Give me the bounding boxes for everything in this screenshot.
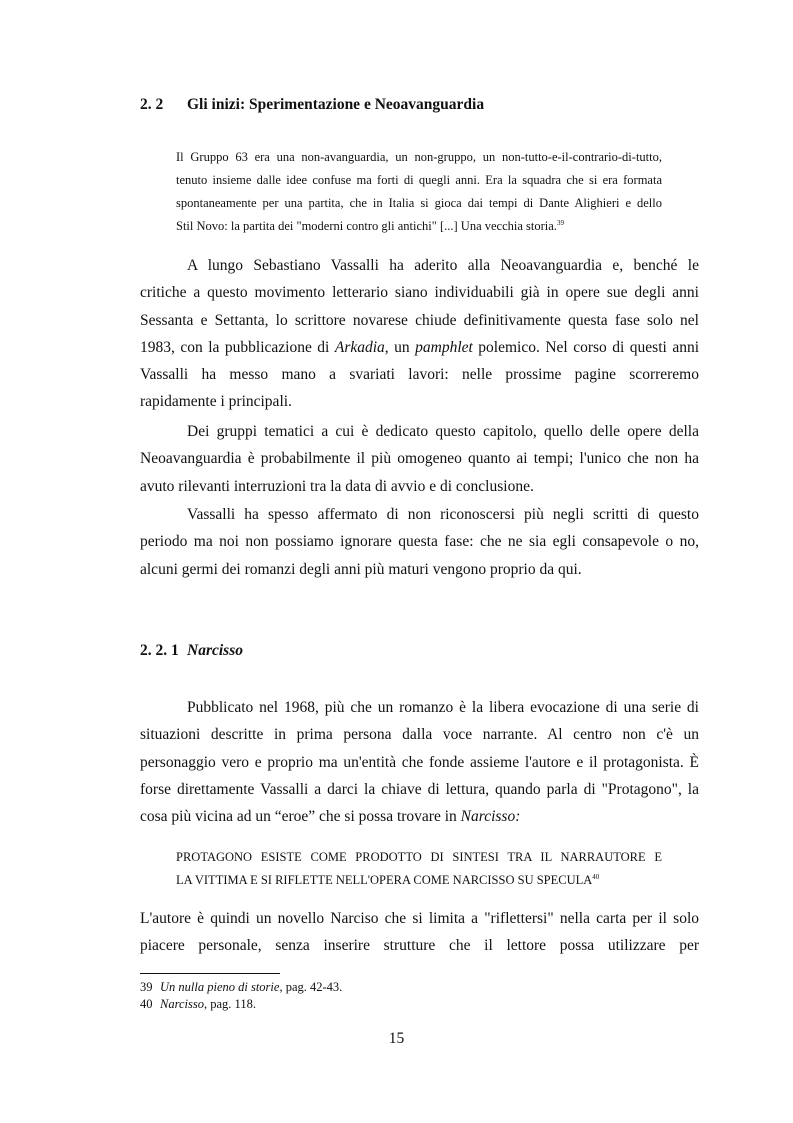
section-heading-2-2-1 bbox=[140, 642, 243, 660]
page-number: 15 bbox=[388, 1030, 405, 1047]
text-line bbox=[140, 334, 699, 361]
citation-line: PROTAGONO ESISTE COME PRODOTTO DI SINTESI TRA IL NARRAUTORE E bbox=[176, 850, 662, 864]
paragraph-4 bbox=[140, 694, 699, 830]
section-number: 2. 2 bbox=[140, 96, 164, 113]
footnote-title: Un nulla pieno di storie bbox=[160, 980, 280, 994]
citation-line bbox=[176, 869, 662, 892]
epigraph-line: spontaneamente per una partita, che in Italia si gioca dai tempi di Dante Alighieri e dello bbox=[176, 196, 662, 210]
footnote-40 bbox=[140, 996, 256, 1012]
epigraph-text: Stil Novo: la partita dei "moderni contro gli antichi" [...] Una vecchia storia. bbox=[176, 219, 557, 233]
text-line: Neoavanguardia è probabilmente il più omogeneo quanto ai tempi; l'unico che non ha bbox=[140, 450, 699, 468]
title-narcisso: Narcisso: bbox=[460, 808, 521, 826]
term-pamphlet: pamphlet bbox=[415, 338, 473, 356]
text-line: piacere personale, senza inserire strutture che il lettore possa utilizzare per bbox=[140, 937, 699, 955]
text-line: Sessanta e Settanta, lo scrittore novarese chiude definitivamente questa fase solo nel bbox=[140, 311, 699, 329]
citation-block bbox=[176, 846, 662, 892]
text-run: polemico. Nel corso di questi anni bbox=[472, 338, 700, 356]
footnote-ref-40: 40 bbox=[592, 873, 600, 881]
text-line: L'autore è quindi un novello Narciso che si limita a "riflettersi" nella carta per il solo bbox=[140, 910, 699, 927]
epigraph-line: tenuto insieme dalle idee confuse ma forti di quegli anni. Era la squadra che si era formata bbox=[176, 173, 662, 187]
epigraph-line: Il Gruppo 63 era una non-avanguardia, un non-gruppo, un non-tutto-e-il-contrario-di-tutto, bbox=[176, 150, 662, 164]
text-line: rapidamente i principali. bbox=[140, 393, 292, 411]
text-line: Dei gruppi tematici a cui è dedicato questo capitolo, quello delle opere della bbox=[187, 423, 699, 440]
section-heading-2-2 bbox=[140, 96, 484, 114]
citation-text: LA VITTIMA E SI RIFLETTE NELL'OPERA COME NARCISSO SU SPECULA bbox=[176, 873, 593, 887]
text-line: periodo ma noi non possiamo ignorare questa fase: che ne sia egli consapevole o no, bbox=[140, 533, 699, 551]
footnote-separator bbox=[140, 973, 280, 974]
text-line: alcuni germi dei romanzi degli anni più maturi vengono proprio da qui. bbox=[140, 560, 582, 578]
footnote-text: , pag. 42-43. bbox=[279, 980, 343, 994]
text-line: Vassalli ha messo mano a svariati lavori: nelle prossime pagine scorreremo bbox=[140, 366, 699, 384]
paragraph-2 bbox=[140, 418, 699, 500]
text-line: A lungo Sebastiano Vassalli ha aderito alla Neoavanguardia e, benché le bbox=[187, 257, 699, 274]
text-run: cosa più vicina ad un “eroe” che si possa trovare in bbox=[140, 808, 461, 826]
paragraph-1 bbox=[140, 252, 699, 416]
text-line: Vassalli ha spesso affermato di non riconoscersi più negli scritti di questo bbox=[187, 506, 699, 523]
footnote-number: 39 bbox=[140, 980, 153, 994]
footnote-title: Narcisso bbox=[160, 997, 204, 1011]
footnote-39 bbox=[140, 979, 342, 995]
text-line: personaggio vero e proprio ma un'entità che fonde assieme l'autore e il protagonista. È bbox=[140, 753, 699, 771]
text-line: Pubblicato nel 1968, più che un romanzo è la libera evocazione di una serie di bbox=[187, 699, 699, 716]
epigraph-line bbox=[176, 215, 662, 238]
section-title: Narcisso bbox=[187, 642, 243, 659]
text-run: 1983, con la pubblicazione di bbox=[140, 338, 335, 356]
footnote-ref-39: 39 bbox=[556, 219, 564, 227]
text-line bbox=[140, 803, 699, 830]
text-line: critiche a questo movimento letterario siano individuabili già in opere sue degli anni bbox=[140, 284, 699, 302]
text-run: , un bbox=[384, 338, 416, 356]
epigraph-quote bbox=[176, 146, 662, 238]
section-title: Gli inizi: Sperimentazione e Neoavanguardia bbox=[187, 96, 485, 113]
footnote-number: 40 bbox=[140, 997, 153, 1011]
paragraph-3 bbox=[140, 501, 699, 583]
text-line: forse direttamente Vassalli a darci la chiave di lettura, quando parla di "Protagono", la bbox=[140, 780, 699, 798]
title-arkadia: Arkadia bbox=[334, 338, 385, 356]
paragraph-5 bbox=[140, 905, 699, 960]
section-number: 2. 2. 1 bbox=[140, 642, 179, 659]
footnote-text: , pag. 118. bbox=[204, 997, 256, 1011]
text-line: avuto rilevanti interruzioni tra la data di avvio e di conclusione. bbox=[140, 477, 534, 495]
text-line: situazioni descritte in prima persona dalla voce narrante. Al centro non c'è un bbox=[140, 726, 699, 744]
